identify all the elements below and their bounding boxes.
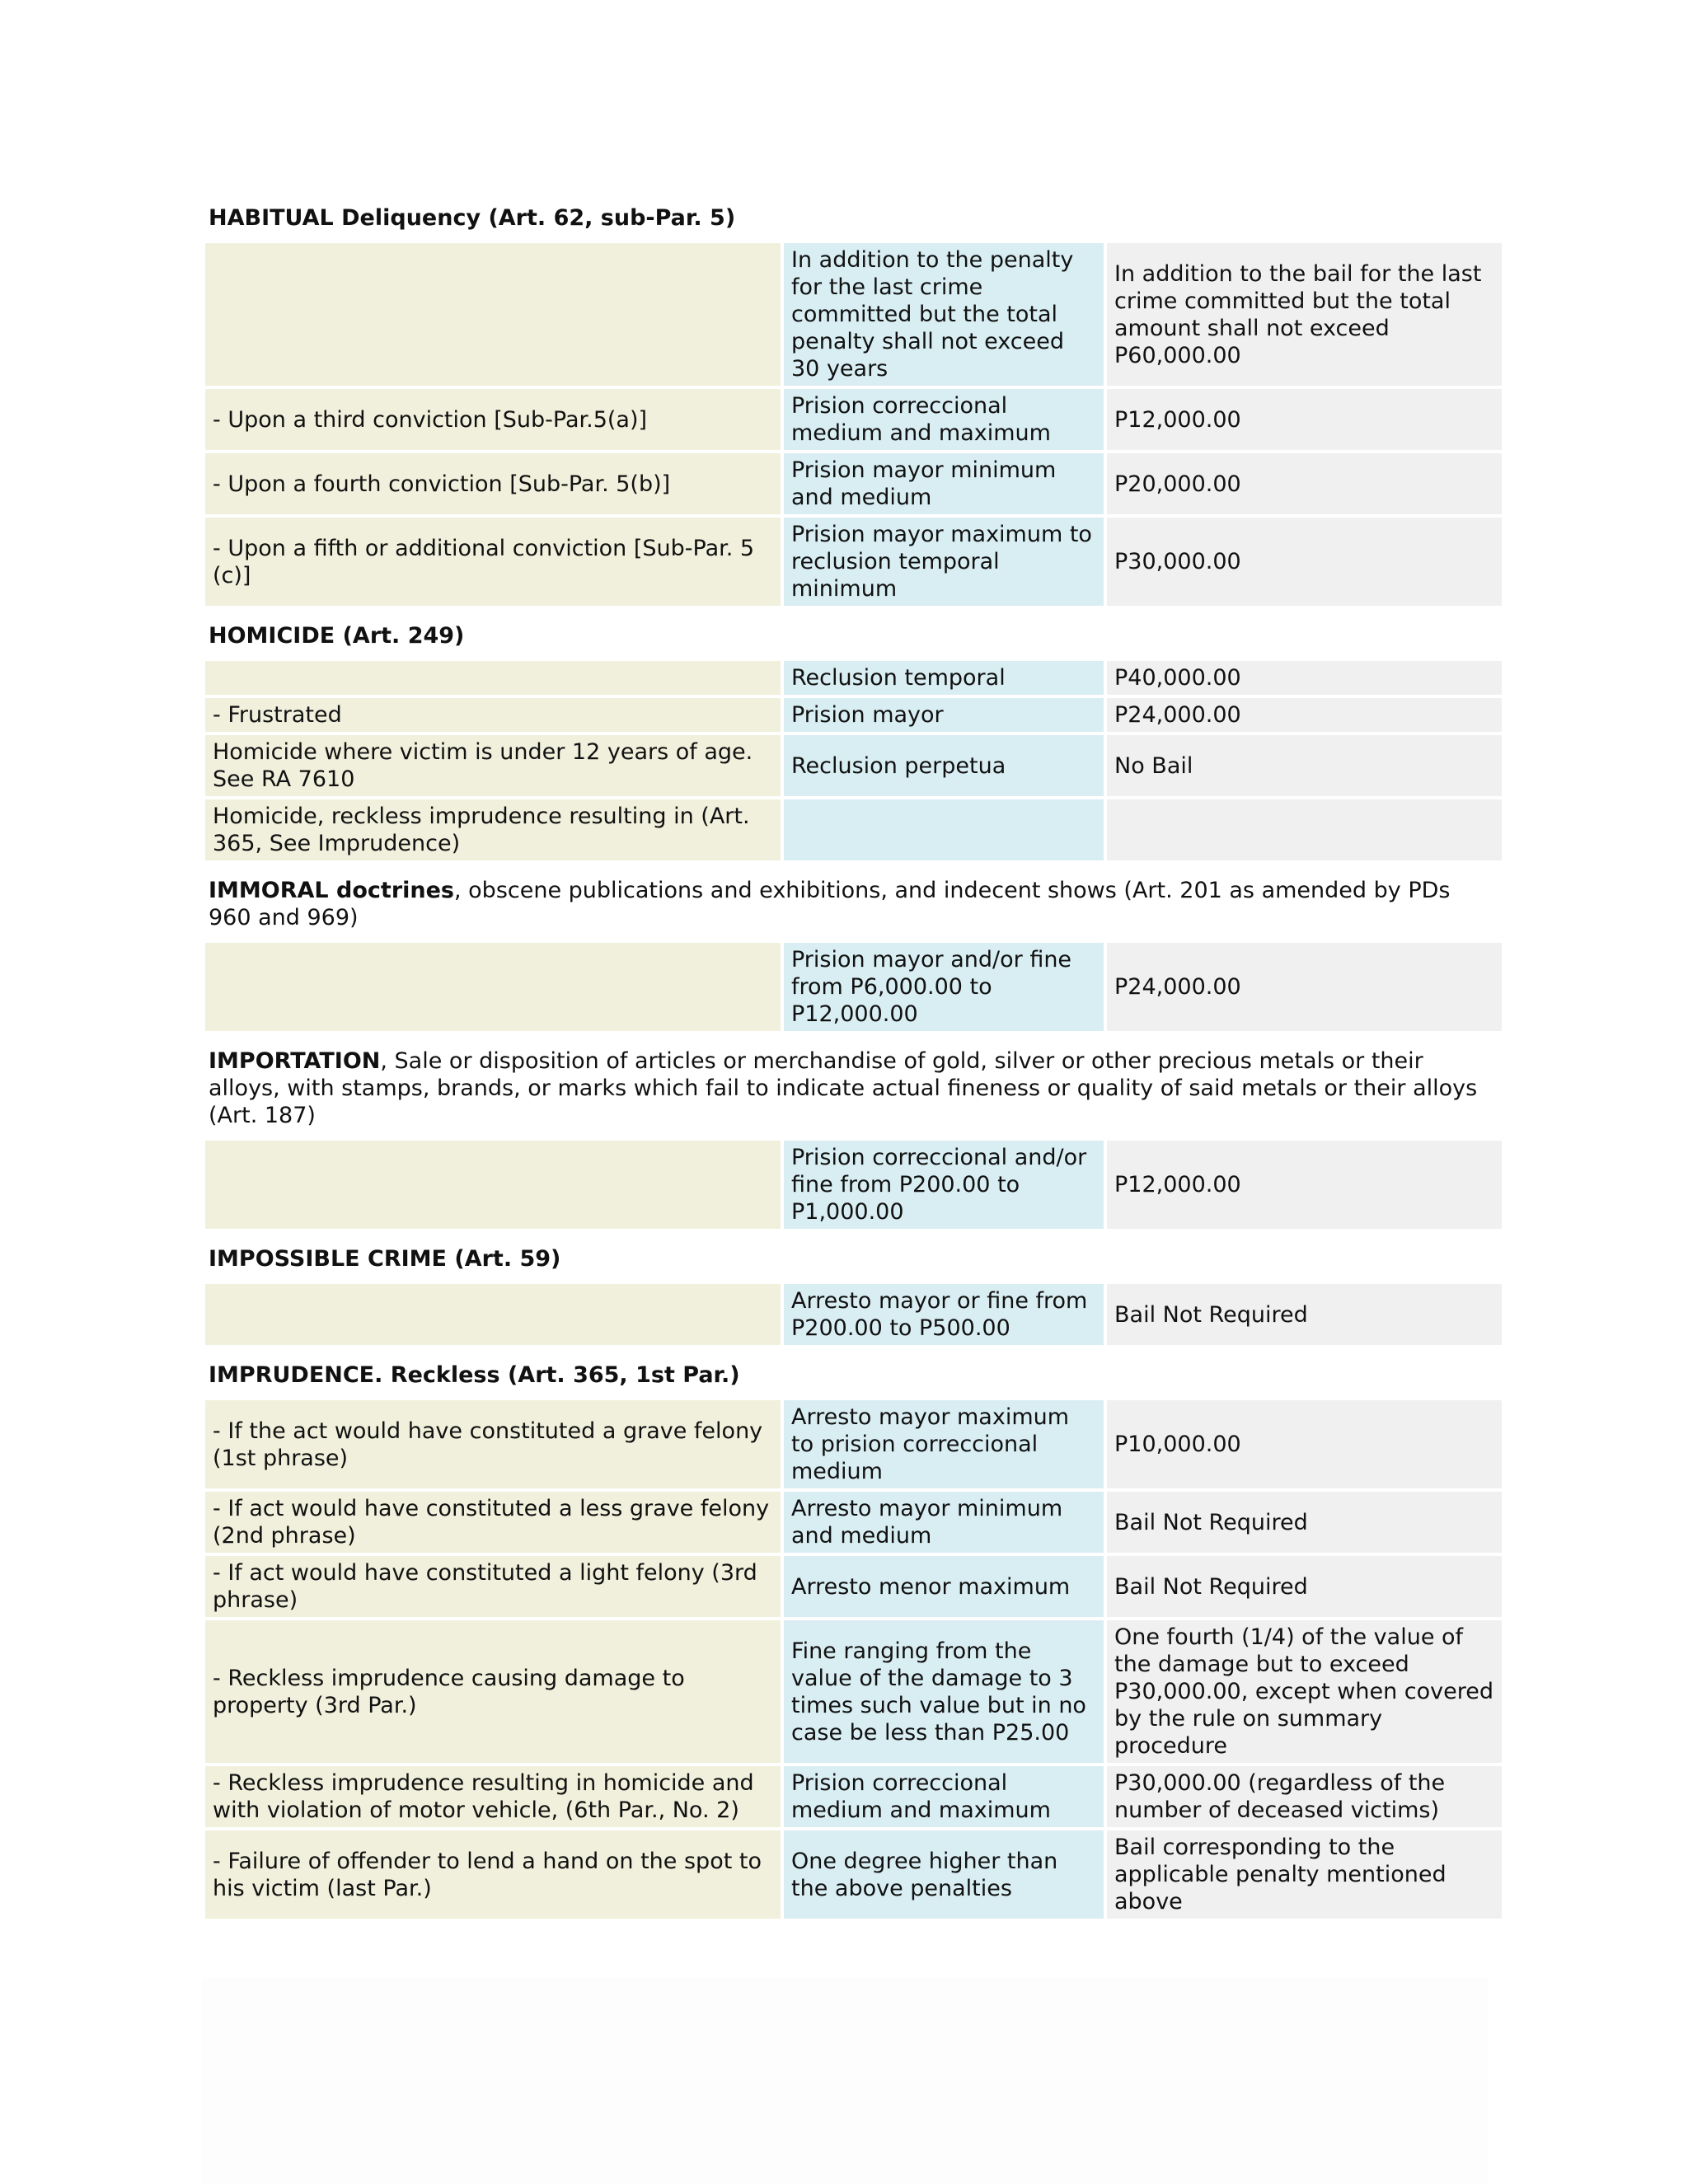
section-title-bold: IMPORTATION bbox=[209, 1048, 381, 1074]
bail-cell: P24,000.00 bbox=[1107, 698, 1502, 732]
offense-cell: - If the act would have constituted a grave felony (1st phrase) bbox=[205, 1400, 781, 1488]
penalty-cell: Reclusion temporal bbox=[784, 661, 1104, 695]
penalty-cell: Prision correccional and/or fine from P200.00 to P1,000.00 bbox=[784, 1141, 1104, 1229]
offense-cell bbox=[205, 943, 781, 1031]
table-row bbox=[205, 389, 1502, 450]
offense-cell: - Failure of offender to lend a hand on the spot to his victim (last Par.) bbox=[205, 1830, 781, 1919]
table-row bbox=[205, 518, 1502, 606]
bail-cell: P12,000.00 bbox=[1107, 389, 1502, 450]
penalty-cell: In addition to the penalty for the last crime committed but the total penalty shall not exceed 30 years bbox=[784, 243, 1104, 386]
offense-cell: - Frustrated bbox=[205, 698, 781, 732]
table-row bbox=[205, 799, 1502, 860]
table-row bbox=[205, 698, 1502, 732]
bail-cell: In addition to the bail for the last crime committed but the total amount shall not exceed P60,000.00 bbox=[1107, 243, 1502, 386]
offense-cell: Homicide where victim is under 12 years of age. See RA 7610 bbox=[205, 735, 781, 796]
penalty-cell: One degree higher than the above penalties bbox=[784, 1830, 1104, 1919]
table-row bbox=[205, 1830, 1502, 1919]
bail-cell: P20,000.00 bbox=[1107, 453, 1502, 514]
bail-cell bbox=[1107, 799, 1502, 860]
penalty-cell: Prision mayor maximum to reclusion temporal minimum bbox=[784, 518, 1104, 606]
table-row bbox=[205, 243, 1502, 386]
table-row bbox=[205, 735, 1502, 796]
page-bottom-area bbox=[202, 1978, 1488, 2184]
section-heading bbox=[202, 1348, 1488, 1397]
offense-cell: - If act would have constituted a light felony (3rd phrase) bbox=[205, 1556, 781, 1617]
bail-cell: P12,000.00 bbox=[1107, 1141, 1502, 1229]
offense-cell: - Reckless imprudence resulting in homicide and with violation of motor vehicle, (6th Par., No. 2) bbox=[205, 1766, 781, 1827]
table-row bbox=[205, 1492, 1502, 1553]
penalty-cell: Prision correccional medium and maximum bbox=[784, 389, 1104, 450]
table-row bbox=[205, 943, 1502, 1031]
section-title-bold: IMPRUDENCE. Reckless (Art. 365, 1st Par.) bbox=[209, 1362, 740, 1388]
penalty-cell: Prision mayor minimum and medium bbox=[784, 453, 1104, 514]
document-body bbox=[202, 191, 1493, 1922]
penalty-cell: Arresto menor maximum bbox=[784, 1556, 1104, 1617]
bail-cell: Bail corresponding to the applicable penalty mentioned above bbox=[1107, 1830, 1502, 1919]
offense-cell: - Reckless imprudence causing damage to property (3rd Par.) bbox=[205, 1620, 781, 1763]
penalty-table bbox=[202, 658, 1505, 864]
bail-cell: P30,000.00 (regardless of the number of deceased victims) bbox=[1107, 1766, 1502, 1827]
bail-cell: P40,000.00 bbox=[1107, 661, 1502, 695]
offense-cell bbox=[205, 661, 781, 695]
section-title-bold: IMPOSSIBLE CRIME (Art. 59) bbox=[209, 1246, 561, 1272]
offense-cell bbox=[205, 1141, 781, 1229]
penalty-table bbox=[202, 1397, 1505, 1922]
section-title-bold: HOMICIDE (Art. 249) bbox=[209, 623, 465, 649]
penalty-cell: Reclusion perpetua bbox=[784, 735, 1104, 796]
table-row bbox=[205, 661, 1502, 695]
table-row bbox=[205, 1766, 1502, 1827]
section-heading bbox=[202, 609, 1488, 658]
bail-cell: Bail Not Required bbox=[1107, 1284, 1502, 1345]
offense-cell bbox=[205, 243, 781, 386]
table-row bbox=[205, 1284, 1502, 1345]
section-title-bold: IMMORAL doctrines bbox=[209, 878, 454, 903]
table-row bbox=[205, 1620, 1502, 1763]
offense-cell: Homicide, reckless imprudence resulting in (Art. 365, See Imprudence) bbox=[205, 799, 781, 860]
offense-cell: - Upon a fifth or additional conviction [Sub-Par. 5 (c)] bbox=[205, 518, 781, 606]
section-title-rest: , Sale or disposition of articles or merchandise of gold, silver or other precious metals or their alloys, with stamps, brands, or marks which fail to indicate actual fineness or quality of said metals or their alloys (Art. 187) bbox=[209, 1048, 1478, 1128]
bail-cell: P24,000.00 bbox=[1107, 943, 1502, 1031]
section-heading bbox=[202, 1034, 1488, 1137]
section-heading bbox=[202, 191, 1488, 240]
penalty-cell: Arresto mayor maximum to prision correccional medium bbox=[784, 1400, 1104, 1488]
penalty-cell: Prision correccional medium and maximum bbox=[784, 1766, 1104, 1827]
penalty-cell: Arresto mayor minimum and medium bbox=[784, 1492, 1104, 1553]
offense-cell bbox=[205, 1284, 781, 1345]
bail-cell: P30,000.00 bbox=[1107, 518, 1502, 606]
penalty-table bbox=[202, 1137, 1505, 1232]
penalty-table bbox=[202, 240, 1505, 609]
penalty-cell bbox=[784, 799, 1104, 860]
penalty-cell: Fine ranging from the value of the damage to 3 times such value but in no case be less than P25.00 bbox=[784, 1620, 1104, 1763]
penalty-table bbox=[202, 940, 1505, 1034]
section-title-rest: , obscene publications and exhibitions, and indecent shows (Art. 201 as amended by PDs 960 and 969) bbox=[209, 878, 1451, 930]
section-heading bbox=[202, 864, 1488, 940]
bail-cell: Bail Not Required bbox=[1107, 1556, 1502, 1617]
penalty-cell: Prision mayor and/or fine from P6,000.00 to P12,000.00 bbox=[784, 943, 1104, 1031]
table-row bbox=[205, 1141, 1502, 1229]
offense-cell: - Upon a fourth conviction [Sub-Par. 5(b)] bbox=[205, 453, 781, 514]
section-heading bbox=[202, 1232, 1488, 1281]
bail-cell: Bail Not Required bbox=[1107, 1492, 1502, 1553]
section-title-bold: HABITUAL Deliquency (Art. 62, sub-Par. 5) bbox=[209, 205, 736, 231]
bail-cell: P10,000.00 bbox=[1107, 1400, 1502, 1488]
table-row bbox=[205, 1556, 1502, 1617]
bail-cell: No Bail bbox=[1107, 735, 1502, 796]
table-row bbox=[205, 1400, 1502, 1488]
offense-cell: - Upon a third conviction [Sub-Par.5(a)] bbox=[205, 389, 781, 450]
offense-cell: - If act would have constituted a less grave felony (2nd phrase) bbox=[205, 1492, 781, 1553]
bail-cell: One fourth (1/4) of the value of the damage but to exceed P30,000.00, except when covered by the rule on summary procedure bbox=[1107, 1620, 1502, 1763]
table-row bbox=[205, 453, 1502, 514]
penalty-cell: Arresto mayor or fine from P200.00 to P500.00 bbox=[784, 1284, 1104, 1345]
penalty-cell: Prision mayor bbox=[784, 698, 1104, 732]
penalty-table bbox=[202, 1281, 1505, 1348]
